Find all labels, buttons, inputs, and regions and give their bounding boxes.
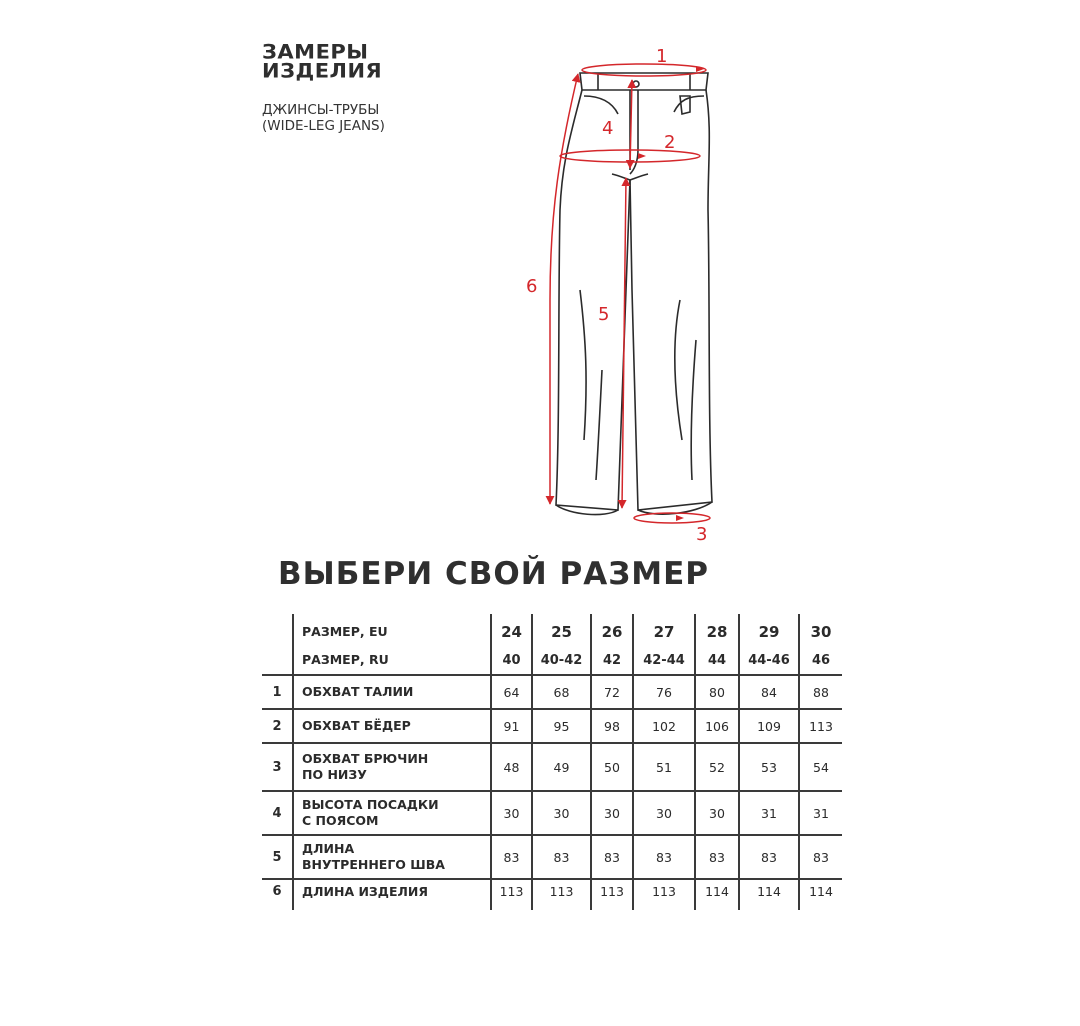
- measurement-value: 114: [739, 879, 799, 910]
- measurement-value: 80: [695, 675, 739, 709]
- measurement-label: [293, 709, 491, 743]
- diagram-label-1: 1: [656, 46, 668, 67]
- size-eu-value: 27: [633, 614, 695, 646]
- measurement-value: 72: [591, 675, 633, 709]
- diagram-label-3: 3: [696, 524, 708, 545]
- measurement-row-inseam: [262, 835, 842, 879]
- measurement-value: 114: [799, 879, 842, 910]
- measurement-label: [293, 879, 491, 910]
- row-number: 1: [262, 675, 293, 709]
- measurement-value: 30: [695, 791, 739, 835]
- measurement-value: 113: [532, 879, 591, 910]
- measurement-value: 83: [532, 835, 591, 879]
- diagram-label-2: 2: [664, 132, 676, 153]
- size-eu-row: [262, 614, 842, 646]
- measurement-value: 88: [799, 675, 842, 709]
- diagram-label-5: 5: [598, 304, 610, 325]
- row-number: 2: [262, 709, 293, 743]
- row-number: 5: [262, 835, 293, 879]
- size-ru-value: 42: [591, 646, 633, 675]
- diagram-label-6: 6: [526, 276, 538, 297]
- measurement-value: 113: [799, 709, 842, 743]
- jeans-measurement-diagram: [520, 40, 740, 550]
- subtitle-line-2: (WIDE-LEG JEANS): [262, 118, 385, 134]
- measurement-value: 30: [491, 791, 532, 835]
- size-ru-value: 44: [695, 646, 739, 675]
- measurement-value: 109: [739, 709, 799, 743]
- measurement-value: 84: [739, 675, 799, 709]
- measurement-row-length: [262, 879, 842, 910]
- size-ru-value: 46: [799, 646, 842, 675]
- subtitle-line-1: ДЖИНСЫ-ТРУБЫ: [262, 102, 380, 118]
- row-number: 4: [262, 791, 293, 835]
- size-ru-row: [262, 646, 842, 675]
- measurement-label: [293, 675, 491, 709]
- measurement-label-line1: ВЫСОТА ПОСАДКИ: [302, 797, 439, 812]
- measurement-value: 50: [591, 743, 633, 791]
- measurement-value: 114: [695, 879, 739, 910]
- measurements-header: [262, 41, 482, 134]
- measurement-value: 48: [491, 743, 532, 791]
- measurement-value: 83: [633, 835, 695, 879]
- title-line-2: ИЗДЕЛИЯ: [262, 60, 383, 83]
- measurement-value: 30: [532, 791, 591, 835]
- measurement-label-line1: ОБХВАТ БРЮЧИН: [302, 751, 429, 766]
- measurement-value: 95: [532, 709, 591, 743]
- measurement-value: 83: [695, 835, 739, 879]
- size-ru-value: 40-42: [532, 646, 591, 675]
- measurement-row-rise: [262, 791, 842, 835]
- size-chart-table: [262, 614, 842, 910]
- measurement-value: 54: [799, 743, 842, 791]
- measurement-label: [293, 743, 491, 791]
- size-ru-label: РАЗМЕР, RU: [293, 646, 491, 675]
- measurement-value: 76: [633, 675, 695, 709]
- measurement-value: 52: [695, 743, 739, 791]
- measurement-row-hem: [262, 743, 842, 791]
- size-eu-value: 26: [591, 614, 633, 646]
- measurement-value: 98: [591, 709, 633, 743]
- measurement-value: 83: [491, 835, 532, 879]
- measurement-label-line1: ОБХВАТ БЁДЕР: [302, 718, 411, 733]
- measurement-label-line1: ДЛИНА: [302, 841, 355, 856]
- product-subtitle: [262, 102, 482, 134]
- size-eu-value: 28: [695, 614, 739, 646]
- measurement-value: 68: [532, 675, 591, 709]
- measurement-row-waist: [262, 675, 842, 709]
- measurement-label-line2: ПО НИЗУ: [302, 767, 367, 782]
- measurement-value: 83: [739, 835, 799, 879]
- measurement-row-hips: [262, 709, 842, 743]
- measurement-value: 83: [799, 835, 842, 879]
- measurement-value: 51: [633, 743, 695, 791]
- measurement-label: [293, 791, 491, 835]
- jeans-outline: [556, 73, 712, 515]
- row-number-empty: [262, 614, 293, 646]
- size-eu-value: 24: [491, 614, 532, 646]
- measurement-label-line1: ДЛИНА ИЗДЕЛИЯ: [302, 884, 428, 899]
- measurement-value: 113: [491, 879, 532, 910]
- measurement-value: 64: [491, 675, 532, 709]
- diagram-label-4: 4: [602, 118, 614, 139]
- row-number-empty: [262, 646, 293, 675]
- measurement-value: 49: [532, 743, 591, 791]
- size-eu-value: 29: [739, 614, 799, 646]
- measurement-value: 83: [591, 835, 633, 879]
- measurement-label-line2: ВНУТРЕННЕГО ШВА: [302, 857, 445, 872]
- jeans-illustration: [520, 40, 740, 550]
- measurement-label-line2: С ПОЯСОМ: [302, 813, 379, 828]
- measurement-value: 113: [633, 879, 695, 910]
- measurement-value: 31: [739, 791, 799, 835]
- measurement-value: 102: [633, 709, 695, 743]
- measurement-value: 30: [633, 791, 695, 835]
- row-number: 3: [262, 743, 293, 791]
- measurement-label-line1: ОБХВАТ ТАЛИИ: [302, 684, 414, 699]
- size-eu-value: 25: [532, 614, 591, 646]
- choose-size-heading: ВЫБЕРИ СВОЙ РАЗМЕР: [278, 556, 709, 592]
- measurement-value: 113: [591, 879, 633, 910]
- title-line-1: ЗАМЕРЫ: [262, 41, 369, 64]
- measurement-value: 91: [491, 709, 532, 743]
- size-eu-label: РАЗМЕР, EU: [293, 614, 491, 646]
- size-ru-value: 44-46: [739, 646, 799, 675]
- measurement-value: 53: [739, 743, 799, 791]
- measurement-value: 106: [695, 709, 739, 743]
- measurement-label: [293, 835, 491, 879]
- row-number: 6: [262, 879, 293, 910]
- measurement-value: 31: [799, 791, 842, 835]
- size-ru-value: 42-44: [633, 646, 695, 675]
- size-ru-value: 40: [491, 646, 532, 675]
- size-eu-value: 30: [799, 614, 842, 646]
- measurement-value: 30: [591, 791, 633, 835]
